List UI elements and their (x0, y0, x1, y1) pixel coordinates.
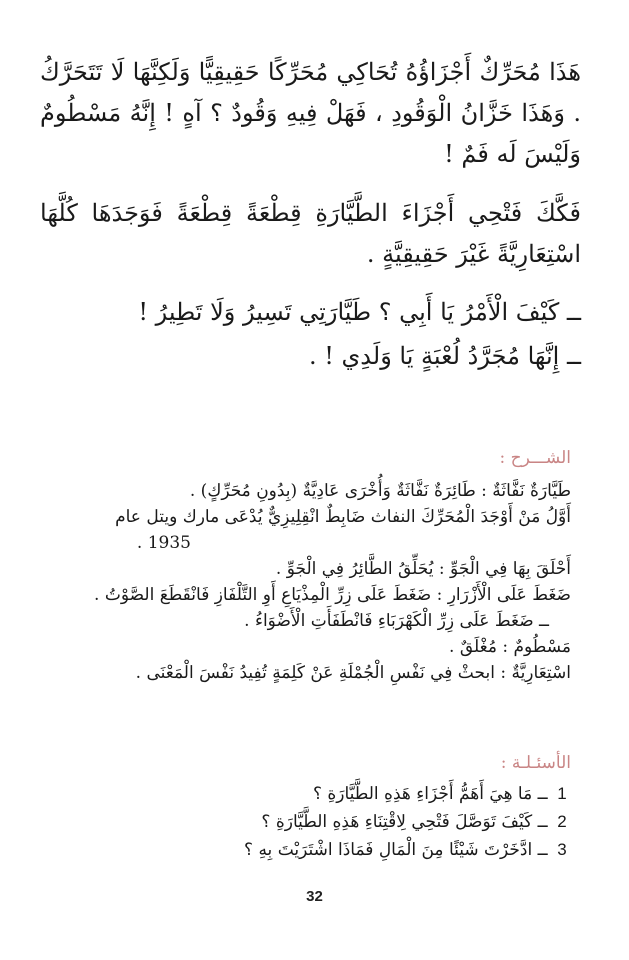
explanation-line: ــ ضَغَطَ عَلَى زِرِّ الْكَهْرَبَاءِ فَانْطَفَأَتِ الْأَضْوَاءُ . (244, 611, 549, 631)
dialog-line-1: ــ كَيْفَ الْأَمْرُ يَا أَبِي ؟ طَيَّارَتِي تَسِيرُ وَلَا تَطِيرُ ! (138, 298, 581, 326)
explanation-line: اسْتِعَارِيَّةٌ : ابحثْ فِي نَفْسِ الْجُمْلَةِ عَنْ كَلِمَةٍ تُفِيدُ نَفْسَ الْمَعْنَى . (135, 663, 571, 683)
story-text (40, 52, 581, 377)
questions-heading: الأسئـلـة : (500, 753, 571, 773)
explanation-line: مَسْطُومٌ : مُغْلَقٌ . (449, 637, 571, 657)
explanation-heading: الشـــرح : (499, 448, 571, 468)
dialog-line-2: ــ إِنَّهَا مُجَرَّدُ لُعْبَةٍ يَا وَلَدِي ! . (308, 342, 581, 370)
explanation-line: أَوَّلُ مَنْ أَوْجَدَ الْمُحَرِّكَ النفاث ضَابِطٌ انْقِلِيزِيٌّ يُدْعَى مارك ويتل عام (115, 507, 571, 527)
explanation-section (46, 478, 571, 686)
explanation-line: 1935 . (136, 533, 191, 553)
explanation-line: ضَغَطَ عَلَى الْأَزْرَارِ : ضَغَطَ عَلَى زِرِّ الْمِذْيَاعِ أَوِ التَّلْفَازِ فَانْقَطَعَ الصَّوْتُ . (94, 585, 571, 605)
page-number: 32 (306, 888, 323, 905)
explanation-line: طَيَّارَةٌ نَفَّاثَةٌ : طَائِرَةٌ نَفَّاثَةٌ وَأُخْرَى عَادِيَّةٌ (بِدُونِ مُحَرِّكٍ) . (189, 481, 571, 501)
question-item (60, 836, 571, 864)
story-paragraph-1: هَذَا مُحَرِّكٌ أَجْزَاؤُهُ تُحَاكِي مُحَرِّكًا حَقِيقِيًّا وَلَكِنَّهَا لَا تَتَحَرَّكُ . وَهَذَا خَزَّانُ الْوَقُودِ ، فَهَلْ فِيهِ وَقُودٌ ؟ آهٍ ! إِنَّهُ مَسْطُومٌ وَلَيْسَ لَه فَمٌ ! (40, 58, 581, 168)
question-text: ــ مَا هِيَ أَهَمُّ أَجْزَاءِ هَذِهِ الطَّيَّارَةِ ؟ (312, 784, 548, 804)
question-text: ــ كَيْفَ تَوَصَّلَ فَتْحِي لِاقْتِنَاءِ هَذِهِ الطَّيَّارَةِ ؟ (261, 812, 548, 832)
question-number: 2 (557, 812, 567, 831)
explanation-line: أَحْلَقَ بِهَا فِي الْجَوِّ : يُحَلِّقُ الطَّائِرُ فِي الْجَوِّ . (275, 559, 571, 579)
question-text: ــ ادَّخَرْتَ شَيْئًا مِنَ الْمَالِ فَمَاذَا اشْتَرَيْتَ بِهِ ؟ (244, 840, 548, 860)
question-item (60, 780, 571, 808)
question-number: 3 (557, 840, 567, 859)
story-paragraph-2: فَكَّكَ فَتْحِي أَجْزَاءَ الطَّيَّارَةِ قِطْعَةً قِطْعَةً فَوَجَدَهَا كُلَّهَا اسْتِعَارِيَّةً غَيْرَ حَقِيقِيَّةٍ . (40, 199, 581, 268)
questions-section (60, 780, 571, 864)
question-number: 1 (557, 784, 567, 803)
question-item (60, 808, 571, 836)
